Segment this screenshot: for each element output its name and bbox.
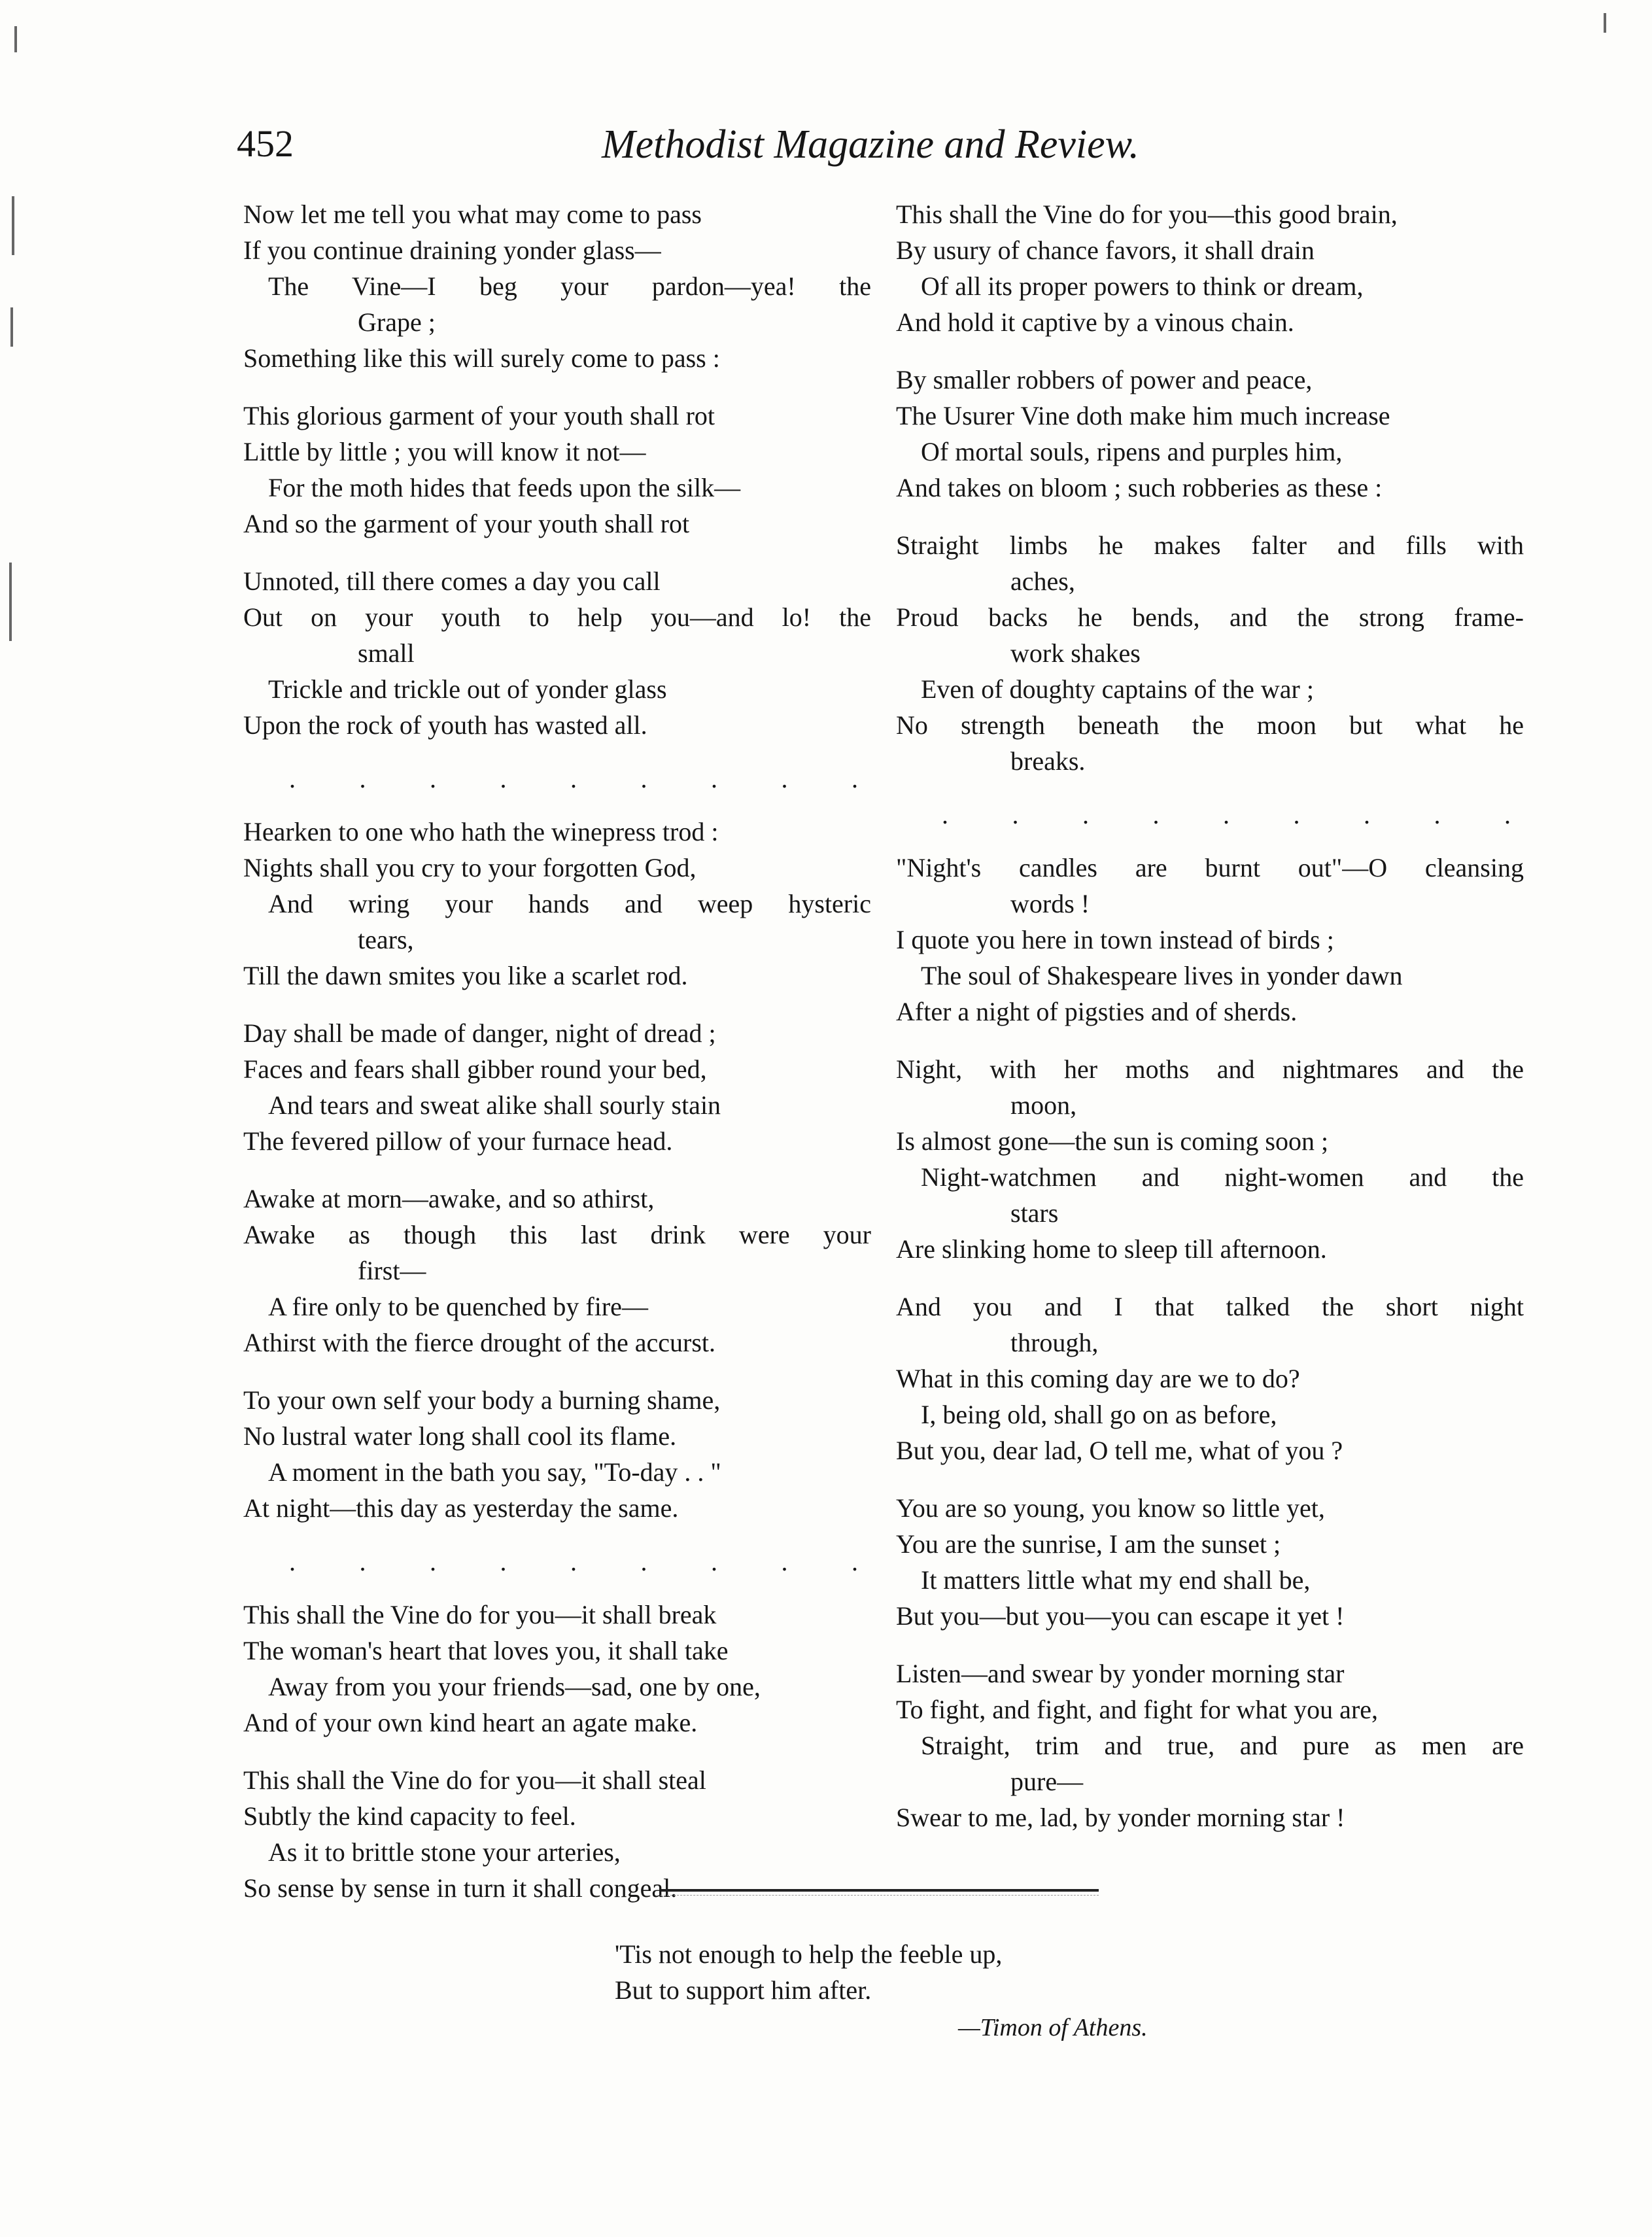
poem-line: Subtly the kind capacity to feel. — [243, 1801, 576, 1831]
poem-line: Unnoted, till there comes a day you call — [243, 566, 661, 596]
poem-line: No strength beneath the moon but what he — [896, 710, 1524, 740]
poem-line: But you, dear lad, O tell me, what of you ? — [896, 1436, 1343, 1465]
poem-line: words ! — [1010, 889, 1090, 918]
poem-line: And takes on bloom ; such robberies as these : — [896, 473, 1383, 502]
stanza — [243, 814, 871, 994]
poem-line: Out on your youth to help you—and lo! the — [243, 602, 871, 632]
poem-line: "Night's candles are burnt out"—O cleansing — [896, 853, 1524, 882]
poem-line: By smaller robbers of power and peace, — [896, 365, 1313, 394]
poem-line: I quote you here in town instead of birds ; — [896, 925, 1334, 954]
poem-line: Away from you your friends—sad, one by one, — [268, 1672, 761, 1701]
poem-line: A fire only to be quenched by fire— — [268, 1292, 648, 1321]
poem-line: What in this coming day are we to do? — [896, 1364, 1300, 1393]
poem-line: Listen—and swear by yonder morning star — [896, 1659, 1345, 1688]
poem-line: small — [358, 638, 415, 668]
poem-line: This shall the Vine do for you—this good brain, — [896, 199, 1398, 229]
scan-edge-mark — [10, 307, 13, 347]
stanza — [896, 1051, 1524, 1267]
stanza-break-dots: . . . . . . . . . — [942, 800, 1511, 829]
section-divider — [661, 1889, 1099, 1892]
poem-line: The Vine—I beg your pardon—yea! the — [268, 271, 871, 301]
poem-line: As it to brittle stone your arteries, — [268, 1837, 621, 1867]
running-title: Methodist Magazine and Review. — [602, 122, 1139, 167]
poem-line: Is almost gone—the sun is coming soon ; — [896, 1126, 1329, 1156]
poem-line: Night-watchmen and night-women and the — [921, 1162, 1524, 1192]
stanza — [243, 196, 871, 376]
stanza — [243, 1597, 871, 1741]
stanza-break-dots: . . . . . . . . . — [289, 764, 858, 793]
poem-line: Trickle and trickle out of yonder glass — [268, 674, 667, 704]
poem-line: To your own self your body a burning shame, — [243, 1385, 721, 1415]
stanza — [896, 362, 1524, 506]
poem-line: work shakes — [1010, 638, 1141, 668]
poem-line: And so the garment of your youth shall rot — [243, 509, 690, 538]
poem-line: A moment in the bath you say, "To-day . . " — [268, 1457, 721, 1487]
poem-line: Till the dawn smites you like a scarlet rod. — [243, 961, 688, 990]
poem-line: Something like this will surely come to pass : — [243, 343, 720, 373]
poem-line: Of mortal souls, ripens and purples him, — [921, 437, 1343, 466]
stanza — [243, 1015, 871, 1159]
epigraph-attribution: —Timon of Athens. — [958, 2014, 1148, 2041]
poem-line: moon, — [1010, 1090, 1077, 1120]
poem-line: Upon the rock of youth has wasted all. — [243, 710, 647, 740]
scan-edge-mark — [12, 196, 14, 255]
poem-line: And tears and sweat alike shall sourly stain — [268, 1090, 721, 1120]
poem-line: So sense by sense in turn it shall congeal. — [243, 1873, 678, 1903]
poem-line: Awake at morn—awake, and so athirst, — [243, 1184, 655, 1213]
poem-line: You are the sunrise, I am the sunset ; — [896, 1529, 1281, 1559]
scan-edge-mark — [14, 26, 17, 52]
poem-line: pure— — [1010, 1767, 1084, 1796]
poem-line: At night—this day as yesterday the same. — [243, 1493, 679, 1523]
stanza — [896, 1656, 1524, 1835]
poem-line: And hold it captive by a vinous chain. — [896, 307, 1294, 337]
stanza — [243, 563, 871, 743]
poem-line: Of all its proper powers to think or dream, — [921, 271, 1364, 301]
poem-line: Little by little ; you will know it not— — [243, 437, 646, 466]
stanza — [896, 527, 1524, 779]
epigraph — [615, 1936, 1002, 2008]
poem-line: Awake as though this last drink were your — [243, 1220, 871, 1249]
stanza — [243, 1762, 871, 1906]
poem-line: For the moth hides that feeds upon the silk— — [268, 473, 741, 502]
poem-line: The woman's heart that loves you, it shall take — [243, 1636, 729, 1665]
scan-edge-mark — [1604, 13, 1606, 33]
poem-line: Athirst with the fierce drought of the accurst. — [243, 1328, 715, 1357]
poem-line: It matters little what my end shall be, — [921, 1565, 1311, 1595]
poem-line: If you continue draining yonder glass— — [243, 235, 661, 265]
poem-line: Grape ; — [358, 307, 436, 337]
stanza — [896, 850, 1524, 1030]
poem-line: Straight limbs he makes falter and fills with — [896, 530, 1524, 560]
poem-line: Straight, trim and true, and pure as men are — [921, 1731, 1524, 1760]
stanza — [896, 1289, 1524, 1468]
poem-line: breaks. — [1010, 746, 1086, 776]
epigraph-line: 'Tis not enough to help the feeble up, — [615, 1939, 1003, 1969]
poem-line: This glorious garment of your youth shall rot — [243, 401, 715, 430]
stanza-break-dots: . . . . . . . . . — [289, 1547, 858, 1576]
poem-line: But you—but you—you can escape it yet ! — [896, 1601, 1345, 1631]
poem-line: through, — [1010, 1328, 1099, 1357]
stanza — [243, 1382, 871, 1526]
stanza — [243, 1181, 871, 1361]
poem-line: Night, with her moths and nightmares and the — [896, 1054, 1524, 1084]
poem-line: tears, — [358, 925, 414, 954]
poem-line: Are slinking home to sleep till afternoon. — [896, 1234, 1327, 1264]
poem-line: This shall the Vine do for you—it shall steal — [243, 1765, 706, 1795]
poem-line: Hearken to one who hath the winepress trod : — [243, 817, 719, 846]
poem-line: The soul of Shakespeare lives in yonder dawn — [921, 961, 1403, 990]
poem-line: Swear to me, lad, by yonder morning star ! — [896, 1803, 1345, 1832]
poem-line: stars — [1010, 1198, 1059, 1228]
poem-line: aches, — [1010, 566, 1075, 596]
poem-line: Even of doughty captains of the war ; — [921, 674, 1314, 704]
poem-line: I, being old, shall go on as before, — [921, 1400, 1277, 1429]
poem-line: After a night of pigsties and of sherds. — [896, 997, 1298, 1026]
poem-line: No lustral water long shall cool its flame. — [243, 1421, 677, 1451]
poem-line: Now let me tell you what may come to pass — [243, 199, 702, 229]
poem-right-column — [896, 196, 1524, 1857]
poem-line: By usury of chance favors, it shall drain — [896, 235, 1315, 265]
poem-line: The fevered pillow of your furnace head. — [243, 1126, 673, 1156]
poem-left-column — [243, 196, 871, 1928]
poem-line: To fight, and fight, and fight for what you are, — [896, 1695, 1379, 1724]
poem-line: And you and I that talked the short night — [896, 1292, 1524, 1321]
stanza — [896, 1490, 1524, 1634]
poem-line: And wring your hands and weep hysteric — [268, 889, 871, 918]
stanza — [243, 398, 871, 542]
scan-edge-mark — [9, 563, 12, 641]
poem-line: first— — [358, 1256, 426, 1285]
poem-line: And of your own kind heart an agate make. — [243, 1708, 698, 1737]
poem-line: Day shall be made of danger, night of dread ; — [243, 1018, 716, 1048]
poem-line: This shall the Vine do for you—it shall break — [243, 1600, 717, 1629]
stanza — [896, 196, 1524, 340]
poem-line: The Usurer Vine doth make him much increase — [896, 401, 1390, 430]
poem-line: Faces and fears shall gibber round your bed, — [243, 1054, 707, 1084]
poem-line: Nights shall you cry to your forgotten God, — [243, 853, 697, 882]
page-number: 452 — [237, 122, 294, 165]
section-divider-shadow — [661, 1895, 1099, 1896]
epigraph-line: But to support him after. — [615, 1975, 872, 2005]
poem-line: You are so young, you know so little yet, — [896, 1493, 1325, 1523]
poem-line: Proud backs he bends, and the strong frame- — [896, 602, 1524, 632]
